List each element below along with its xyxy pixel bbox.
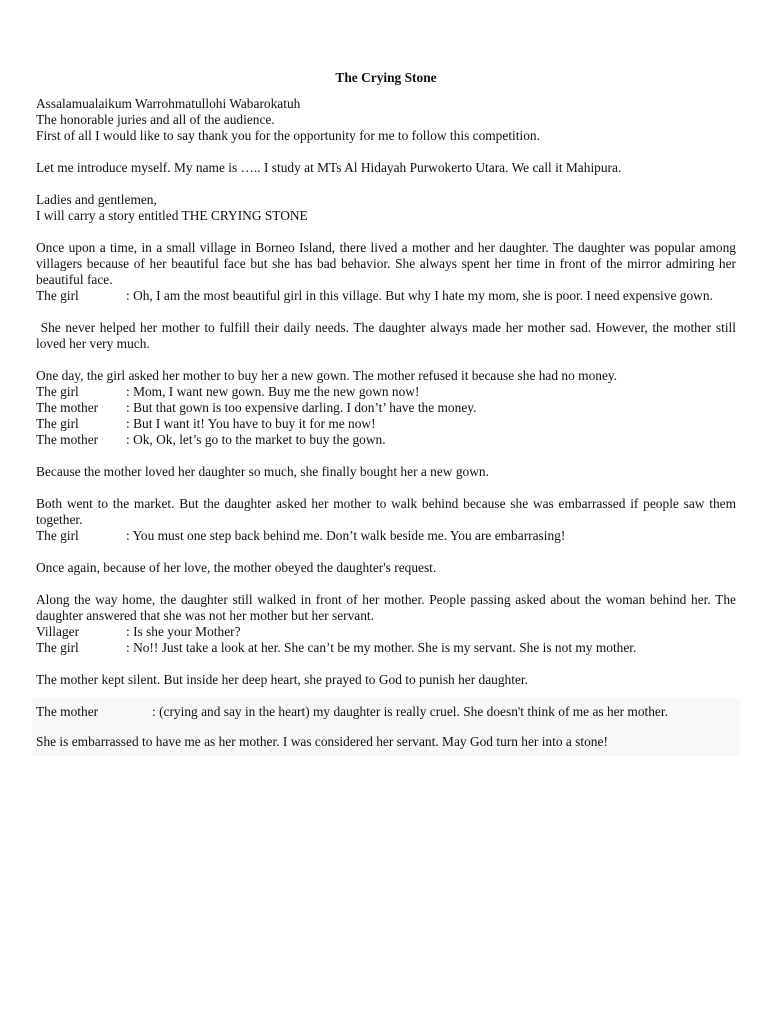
paragraph-text: Because the mother loved her daughter so much, she finally bought her a new gown. xyxy=(36,464,489,479)
paragraph-text: Once again, because of her love, the mother obeyed the daughter's request. xyxy=(36,560,437,575)
paragraph-text: Once upon a time, in a small village in Borneo Island, there lived a mother and her daughter. The daughter was popular among villagers because of her beautiful face but she has bad behavior. She always spent her time in front of the mirror admiring her beautiful face. xyxy=(36,240,736,287)
speaker-label: The girl xyxy=(36,528,79,543)
story-paragraph-3 xyxy=(36,368,736,448)
dialogue-line xyxy=(36,416,736,432)
dialogue-line xyxy=(36,288,736,304)
story-paragraph-7 xyxy=(36,592,736,656)
opening-block xyxy=(36,96,736,144)
dialogue-text: : But that gown is too expensive darling. I don’t’ have the money. xyxy=(126,400,477,415)
dialogue-text: : Is she your Mother? xyxy=(126,624,241,639)
speaker-label: The girl xyxy=(36,640,79,655)
dialogue-text: : But I want it! You have to buy it for me now! xyxy=(126,416,376,431)
speaker-label: The girl xyxy=(36,288,79,303)
story-paragraph-4 xyxy=(36,464,736,480)
story-paragraph-8 xyxy=(36,672,736,688)
story-paragraph-2 xyxy=(36,320,736,352)
dialogue-line xyxy=(36,704,736,720)
document-title: The Crying Stone xyxy=(335,70,437,85)
dialogue-text: : Ok, Ok, let’s go to the market to buy the gown. xyxy=(126,432,386,447)
greeting-line: Ladies and gentlemen, xyxy=(36,192,157,207)
story-paragraph-6 xyxy=(36,560,736,576)
dialogue-line xyxy=(36,640,736,656)
speaker-label: The mother xyxy=(36,704,99,719)
speaker-label: The girl xyxy=(36,416,79,431)
paragraph-text: One day, the girl asked her mother to buy her a new gown. The mother refused it because she had no money. xyxy=(36,368,618,383)
paragraph-text: Both went to the market. But the daughter asked her mother to walk behind because she was embarrassed if people saw them together. xyxy=(36,496,736,527)
dialogue-line xyxy=(36,624,736,640)
opening-line: First of all I would like to say thank you for the opportunity for me to follow this competition. xyxy=(36,128,540,143)
dialogue-text: : (crying and say in the heart) my daughter is really cruel. She doesn't think of me as her mother. xyxy=(152,704,668,719)
dialogue-line xyxy=(36,432,736,448)
story-paragraph-5 xyxy=(36,496,736,544)
intro-paragraph xyxy=(36,160,736,176)
dialogue-line xyxy=(36,384,736,400)
paragraph-text: She is embarrassed to have me as her mother. I was considered her servant. May God turn her into a stone! xyxy=(36,734,608,749)
opening-line: Assalamualaikum Warrohmatullohi Wabarokatuh xyxy=(36,96,301,111)
dialogue-text: : Oh, I am the most beautiful girl in this village. But why I hate my mom, she is poor. I need expensive gown. xyxy=(126,288,713,303)
speaker-label: The girl xyxy=(36,384,79,399)
paragraph-text: The mother kept silent. But inside her deep heart, she prayed to God to punish her daughter. xyxy=(36,672,528,687)
greeting-block xyxy=(36,192,736,224)
intro-text: Let me introduce myself. My name is ….. I study at MTs Al Hidayah Purwokerto Utara. We call it Mahipura. xyxy=(36,160,622,175)
speaker-label: Villager xyxy=(36,624,80,639)
dialogue-text: : You must one step back behind me. Don’t walk beside me. You are embarrasing! xyxy=(126,528,566,543)
opening-line: The honorable juries and all of the audience. xyxy=(36,112,275,127)
speaker-label: The mother xyxy=(36,400,99,415)
paragraph-text: She never helped her mother to fulfill their daily needs. The daughter always made her mother sad. However, the mother still loved her very much. xyxy=(36,320,736,351)
dialogue-line xyxy=(36,400,736,416)
story-paragraph-1 xyxy=(36,240,736,304)
greeting-line: I will carry a story entitled THE CRYING STONE xyxy=(36,208,308,223)
dialogue-text: : Mom, I want new gown. Buy me the new gown now! xyxy=(126,384,420,399)
dialogue-line xyxy=(36,528,736,544)
speaker-label: The mother xyxy=(36,432,99,447)
dialogue-text: : No!! Just take a look at her. She can’t be my mother. She is my servant. She is not my mother. xyxy=(126,640,637,655)
paragraph-text: Along the way home, the daughter still walked in front of her mother. People passing asked about the woman behind her. The daughter answered that she was not her mother but her servant. xyxy=(36,592,736,623)
highlighted-block xyxy=(32,698,740,756)
document-page xyxy=(36,70,736,756)
